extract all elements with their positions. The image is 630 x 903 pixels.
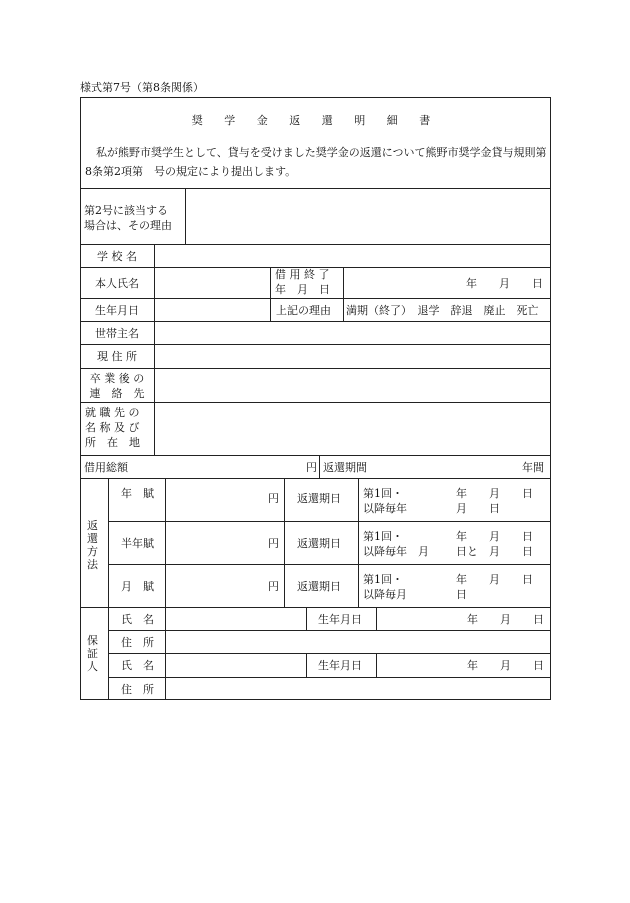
due-line: 以降毎年 月 — [363, 545, 429, 558]
divider — [306, 607, 307, 630]
guarantor-name-label: 氏 名 — [121, 659, 154, 672]
repay-amount-field[interactable] — [166, 479, 266, 521]
reason-above-label: 上記の理由 — [276, 304, 331, 317]
intro-text: 私が熊野市奨学生として、貸与を受けました奨学金の返還について熊野市奨学金貸与規則第8条第2項第 号の規定により提出します。 — [85, 146, 547, 178]
total-loan-label: 借用総額 — [84, 461, 128, 474]
birth-field[interactable] — [155, 299, 270, 321]
school-label: 学 校 名 — [97, 250, 137, 263]
repay-type: 年 賦 — [121, 487, 154, 500]
due-date[interactable]: 日と 月 日 — [456, 545, 533, 558]
repay-period-label: 返還期間 — [323, 461, 367, 474]
divider — [80, 478, 551, 479]
address-field[interactable] — [155, 345, 550, 368]
due-date[interactable]: 日 — [456, 588, 467, 601]
years-unit: 年間 — [522, 461, 544, 474]
guarantor-address-label: 住 所 — [121, 683, 154, 696]
yen-unit: 円 — [268, 537, 279, 550]
due-line: 以降毎年 — [363, 502, 407, 515]
repayment-section-label: 返還方法 — [87, 519, 98, 571]
divider — [284, 478, 285, 607]
loan-end-date[interactable]: 年 月 日 — [466, 277, 543, 290]
contact-label: 卒 業 後 の — [89, 372, 145, 385]
total-loan-field[interactable] — [155, 456, 305, 478]
guarantor-address-field[interactable] — [166, 678, 550, 699]
guarantor-section-label: 保証人 — [87, 634, 98, 673]
divider — [358, 478, 359, 607]
due-date[interactable]: 年 月 日 — [456, 487, 533, 500]
divider — [306, 653, 307, 677]
due-date[interactable]: 年 月 日 — [456, 573, 533, 586]
divider — [376, 653, 377, 677]
divider — [80, 298, 551, 299]
due-label: 返還期日 — [297, 492, 341, 505]
due-line: 第1回・ — [363, 530, 403, 543]
repay-amount-field[interactable] — [166, 522, 266, 564]
repay-amount-field[interactable] — [166, 565, 266, 607]
guarantor-address-field[interactable] — [166, 631, 550, 653]
divider — [376, 607, 377, 630]
document-title: 奨 学 金 返 還 明 細 書 — [191, 114, 440, 127]
divider — [270, 267, 271, 321]
yen-unit: 円 — [306, 461, 317, 474]
reason-options[interactable]: 満期（終了） 退学 辞退 廃止 死亡 — [346, 304, 539, 317]
birth-label: 生年月日 — [95, 304, 139, 317]
name-label: 本人氏名 — [95, 277, 139, 290]
contact-field[interactable] — [155, 369, 550, 402]
form-number: 様式第7号（第8条関係） — [80, 81, 204, 94]
household-field[interactable] — [155, 322, 550, 344]
guarantor-birth-date[interactable]: 年 月 日 — [467, 659, 544, 672]
guarantor-birth-label: 生年月日 — [318, 659, 362, 672]
divider — [80, 607, 551, 608]
employer-label: 就 職 先 の — [85, 406, 140, 419]
address-label: 現 住 所 — [97, 350, 137, 363]
employer-field[interactable] — [155, 403, 550, 455]
loan-end-label: 年 月 日 — [275, 283, 330, 296]
divider — [343, 267, 344, 321]
contact-label: 連 絡 先 — [89, 387, 145, 400]
repay-type: 月 賦 — [121, 580, 154, 593]
due-label: 返還期日 — [297, 580, 341, 593]
employer-label: 名 称 及 び — [85, 421, 140, 434]
divider — [319, 455, 320, 478]
guarantor-birth-date[interactable]: 年 月 日 — [467, 613, 544, 626]
name-field[interactable] — [155, 268, 270, 298]
guarantor-name-field[interactable] — [166, 608, 306, 630]
due-date[interactable]: 月 日 — [456, 502, 500, 515]
loan-end-label: 借 用 終 了 — [275, 268, 330, 281]
guarantor-address-label: 住 所 — [121, 636, 154, 649]
divider — [108, 478, 109, 700]
due-line: 第1回・ — [363, 573, 403, 586]
repay-type: 半年賦 — [121, 537, 154, 550]
due-line: 以降毎月 — [363, 588, 407, 601]
employer-label: 所 在 地 — [85, 436, 140, 449]
reason-label: 第2号に該当する — [84, 204, 168, 217]
guarantor-name-label: 氏 名 — [121, 613, 154, 626]
reason-label: 場合は、その理由 — [84, 219, 172, 232]
yen-unit: 円 — [268, 580, 279, 593]
guarantor-birth-label: 生年月日 — [318, 613, 362, 626]
school-field[interactable] — [155, 245, 550, 267]
divider — [80, 455, 551, 456]
due-label: 返還期日 — [297, 537, 341, 550]
yen-unit: 円 — [268, 492, 279, 505]
guarantor-name-field[interactable] — [166, 654, 306, 677]
household-label: 世帯主名 — [95, 327, 139, 340]
due-line: 第1回・ — [363, 487, 403, 500]
due-date[interactable]: 年 月 日 — [456, 530, 533, 543]
reason-field[interactable] — [186, 189, 550, 244]
